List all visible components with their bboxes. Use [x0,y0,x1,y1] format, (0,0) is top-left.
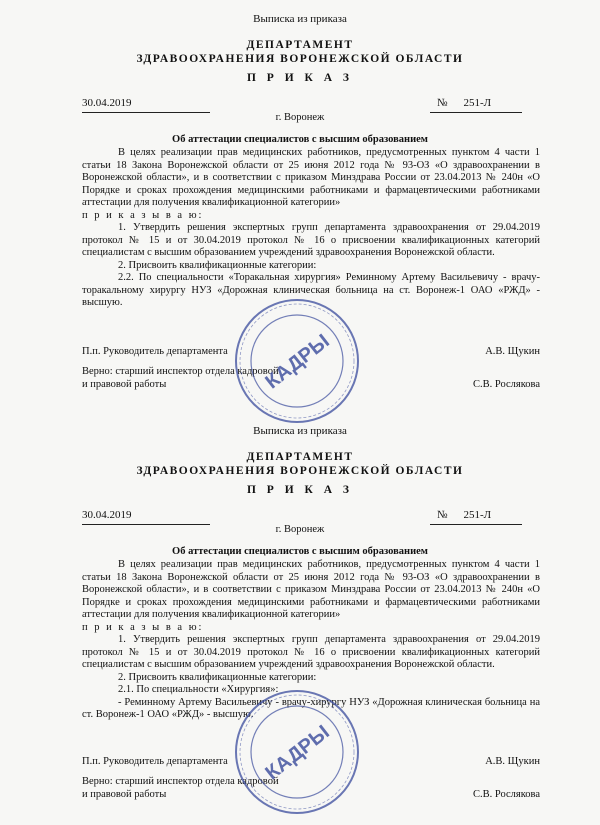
signer-role: П.п. Руководитель департамента [82,756,228,767]
number-value: 251-Л [463,509,492,521]
number-sign: № [437,509,448,521]
order-title: Об аттестации специалистов с высшим образованием [172,134,428,145]
verification-block [82,366,540,391]
item-2-1: 2.1. По специальности «Хирургия»: [118,684,279,695]
verify-name: С.В. Рослякова [473,788,540,800]
order-date: 30.04.2019 [82,97,132,109]
order-title: Об аттестации специалистов с высшим образованием [172,546,428,557]
extract-header: Выписка из приказа [253,13,347,25]
item-2-1-detail: - Реминному Артему Васильевичу - врачу-хирургу НУЗ «Дорожная клиническая больница на ст. Воронеж-1 ОАО «РЖД» - высшую. [82,696,540,720]
preamble: В целях реализации прав медицинских работников, предусмотренных пунктом 4 части 1 статьи 18 Закона Воронежской области от 25 июня 2012 года № 93-ОЗ «О здравоохранении в Воронежской области», и в соответствии с приказом Минздрава России от 23.04.2013 № 240н «О Порядке и сроках прохождения медицинскими работниками и фармацевтическими работниками аттестации для получения квалификационной категории» [82,147,540,208]
order-extract-1 [0,0,600,412]
verification-block [82,776,540,801]
verify-line-1: Верно: старший инспектор отдела кадровой [82,366,279,377]
number-value: 251-Л [463,97,492,109]
verify-line-2: и правовой работы [82,788,167,800]
verify-line-1: Верно: старший инспектор отдела кадровой [82,776,279,787]
number-sign: № [437,97,448,109]
order-date: 30.04.2019 [82,509,132,521]
signature-block [82,756,540,769]
order-verb: п р и к а з ы в а ю: [82,209,204,221]
verify-line-2: и правовой работы [82,378,167,390]
order-verb: п р и к а з ы в а ю: [82,621,204,633]
hr-stamp [232,296,362,426]
item-2: 2. Присвоить квалификационные категории: [118,259,317,271]
verify-name: С.В. Рослякова [473,378,540,390]
preamble: В целях реализации прав медицинских работников, предусмотренных пунктом 4 части 1 статьи 18 Закона Воронежской области от 25 июня 2012 года № 93-ОЗ «О здравоохранении в Воронежской области», и в соответствии с приказом Минздрава России от 23.04.2013 № 240н «О Порядке и сроках прохождения медицинскими работниками и фармацевтическими работниками аттестации для получения квалификационной категории» [82,559,540,620]
signer-name: А.В. Щукин [485,756,540,767]
department-line-2: ЗДРАВООХРАНЕНИЯ ВОРОНЕЖСКОЙ ОБЛАСТИ [136,53,464,65]
order-word: П Р И К А З [246,72,353,84]
department-line-1: ДЕПАРТАМЕНТ [246,39,354,51]
city: г. Воронеж [275,112,325,123]
item-2: 2. Присвоить квалификационные категории: [118,671,317,683]
order-number [437,97,491,109]
item-1: 1. Утвердить решения экспертных групп департамента здравоохранения от 29.04.2019 протокол № 15 и от 30.04.2019 протокол № 16 о присвоении квалификационных категорий специалистам с высшим образованием учреждений здравоохранения Воронежской области. [82,634,540,670]
stamp-text: КАДРЫ [261,330,334,394]
order-word: П Р И К А З [246,484,353,496]
signer-name: А.В. Щукин [485,346,540,357]
stamp-text: КАДРЫ [261,721,334,785]
item-2-1: 2.2. По специальности «Торакальная хирургия» Реминному Артему Васильевичу - врачу-торакальному хирургу НУЗ «Дорожная клиническая больница на ст. Воронеж-1 ОАО «РЖД» - высшую. [82,272,540,308]
order-number [437,509,491,521]
department-line-2: ЗДРАВООХРАНЕНИЯ ВОРОНЕЖСКОЙ ОБЛАСТИ [136,465,464,477]
extract-header: Выписка из приказа [253,425,347,437]
order-body [82,147,540,310]
signature-block [82,346,540,359]
signer-role: П.п. Руководитель департамента [82,346,228,357]
order-body [82,559,540,722]
item-1: 1. Утвердить решения экспертных групп департамента здравоохранения от 29.04.2019 протокол № 15 и от 30.04.2019 протокол № 16 о присвоении квалификационных категорий специалистам с высшим образованием учреждений здравоохранения Воронежской области. [82,222,540,258]
department-line-1: ДЕПАРТАМЕНТ [246,451,354,463]
order-extract-2 [0,412,600,825]
city: г. Воронеж [275,524,325,535]
